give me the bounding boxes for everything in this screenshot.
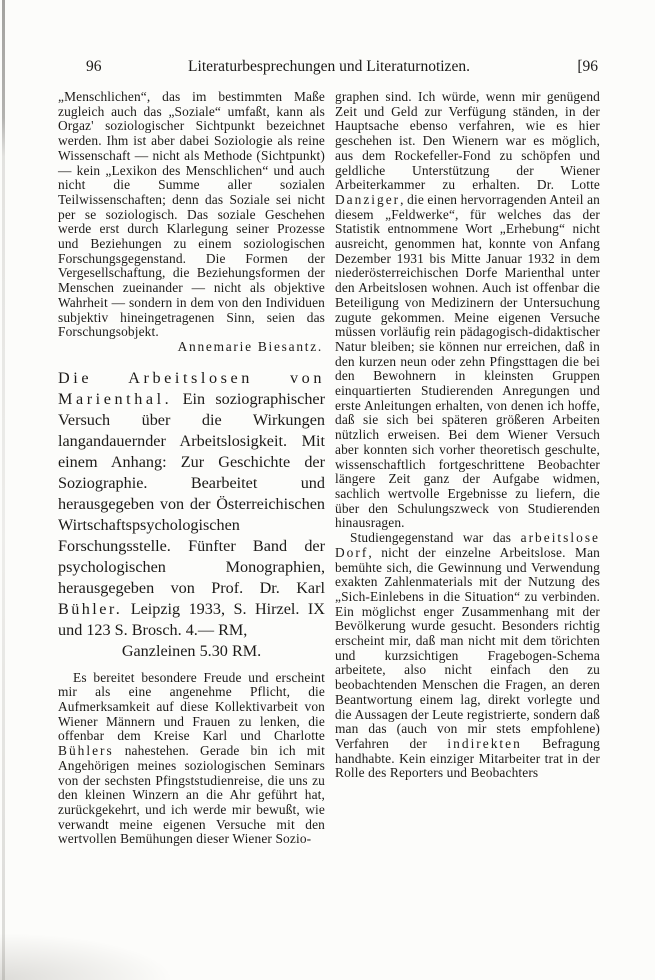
left-column	[58, 90, 325, 847]
review-continuation-paragraph	[335, 90, 600, 531]
page-header	[58, 58, 600, 80]
study-object-paragraph	[335, 531, 600, 781]
review-tail-text: „Menschlichen“, das im bestimmten Maße zugleich auch das „Soziale“ umfaßt, kann als Orgaz' soziologischer Sichtpunkt bezeichnet werden. Ihm ist aber dabei Soziologie als reine Wissenschaft — nicht als Methode (Sichtpunkt) — kein „Lexikon des Menschlichen“ und auch nicht die Summe aller sozialen Teilwissenschaften; denn das Soziale sei nicht per se soziologisch. Das soziale Geschehen werde erst durch Klarlegung seiner Prozesse und Beziehungen zu einem soziologischen Forschungsgegenstand. Die Formen der Vergesellschaftung, die Beziehungsformen der Menschen zueinander — nicht als objektive Wahrheit — sondern in dem von den Individuen subjektiv hineingetragenen Sinn, seien das Forschungsobjekt.	[58, 89, 325, 340]
study-object-spaced2: indirekten	[447, 735, 522, 751]
book-title: Die Arbeitslosen von Marienthal.	[58, 368, 325, 408]
review-intro-part1: Es bereitet besondere Freude und erscheint mir als eine angenehme Pflicht, die Aufmerksamkeit auf diese Kollektivarbeit von Wiener Männern und Frauen zu lenken, die offenbar dem Kreise Karl und Charlotte	[58, 669, 325, 744]
book-reference-paragraph	[58, 368, 325, 641]
review-intro-paragraph	[58, 671, 325, 847]
page-number-right: [96	[577, 58, 598, 75]
book-price-line: Ganzleinen 5.30 RM.	[121, 641, 262, 660]
review-cont-part1: graphen sind. Ich würde, wenn mir genügend Zeit und Geld zur Verfügung ständen, in der Hauptsache ebenso verfahren, wie es hier geschehen ist. Den Wienern war es möglich, aus dem Rockefeller-Fond zu schöpfen und geldliche Unterstützung der Wiener Arbeiterkammer zu erhalten. Dr. Lotte	[335, 89, 600, 193]
book-subtitle: Ein soziographischer Versuch über die Wirkungen langandauernder Arbeitslosigkeit. Mit einem Anhang: Zur Geschichte der Soziographie. Bearbeitet und herausgegeben von der Österreichischen Wirtschaftspsychologischen Forschungsstelle. Fünfter Band der psychologischen Monographien, herausgegeben von Prof. Dr. Karl	[58, 389, 325, 597]
scan-corner-shadow	[0, 934, 170, 980]
study-object-part2: , nicht der einzelne Arbeitslose. Man bemühte sich, die Gewinnung und Verwendung exakten Zahlenmaterials mit der Nutzung des „Sich-Einlebens in die Situation“ zu verbinden. Ein möglichst enger Zusammenhang mit der Bevölkerung wurde gesucht. Besonders richtig erscheint mir, daß man nicht mit dem törichten und kurzsichtigen Fragebogen-Schema arbeitete, also nicht einfach den zu beobachtenden Menschen die Fragen, an deren Beantwortung einem lag, direkt vorlegte und die Aussagen der Leute registrierte, sondern daß man das (auch von mir stets empfohlene) Verfahren der	[335, 544, 600, 751]
review-tail-paragraph	[58, 90, 325, 340]
review-cont-part2: , die einen hervorragenden Anteil an diesem „Feldwerke“, für welches das der Statistik entnommene Wort „Erhebung“ nicht ausreicht, genommen hat, konnte von Anfang Dezember 1931 bis Mitte Januar 1932 in dem niederösterreichischen Dorfe Marienthal unter den Arbeitslosen wohnen. Auch ist offenbar die Beteiligung von Medizinern der Untersuchung zugute gekommen. Meine eigenen Versuche müssen vorläufig rein pädagogisch-didaktischer Natur bleiben; sie können nur erreichen, daß in den kurzen neun oder zehn Pfingsttagen die bei den Bewohnern in kleinsten Gruppen einquartierten Studierenden Anregungen und erste Anleitungen erhalten, von denen ich hoffe, daß sie sich bei späteren größeren Arbeiten nützlich erweisen. Bei dem Wiener Versuch aber konnten sich vorher theoretisch geschulte, wissenschaftlich fortgeschrittene Beobachter längere Zeit ganz der Aufgabe widmen, sachlich wertvolle Ergebnisse zu liefern, die über den Schulungszweck von Studierenden hinausragen.	[335, 191, 600, 531]
scan-edge-artifact	[2, 0, 5, 980]
study-object-spaced1: arbeitslose Dorf	[335, 530, 600, 560]
study-object-part1: Studiengegenstand war das	[350, 530, 521, 546]
reviewer-signature: Annemarie Biesantz.	[177, 338, 323, 354]
book-imprint: Leipzig 1933, S. Hirzel. IX und 123 S. Brosch. 4.— RM,	[58, 599, 325, 639]
review-cont-spaced-name: Danziger	[335, 191, 401, 207]
running-title: Literaturbesprechungen und Literaturnotizen.	[188, 58, 470, 75]
right-column	[335, 90, 600, 781]
review-intro-part2: nahestehen. Gerade bin ich mit Angehörigen meines soziologischen Seminars von der sechsten Pfingststudienreise, die uns zu den kleinen Winzern an die Ahr geführt hat, zurückgekehrt, und ich werde mir bewußt, wie verwandt meine eigenen Versuche mit den wertvollen Bemühungen dieser Wiener Sozio-	[58, 743, 325, 847]
page-number-left: 96	[86, 58, 102, 75]
book-editor-name: Bühler.	[58, 599, 123, 618]
review-intro-spaced-name: Bühlers	[58, 743, 114, 759]
study-object-part3: Befragung handhabte. Kein einziger Mitarbeiter trat in der Rolle des Reporters und Beobachters	[335, 735, 600, 781]
